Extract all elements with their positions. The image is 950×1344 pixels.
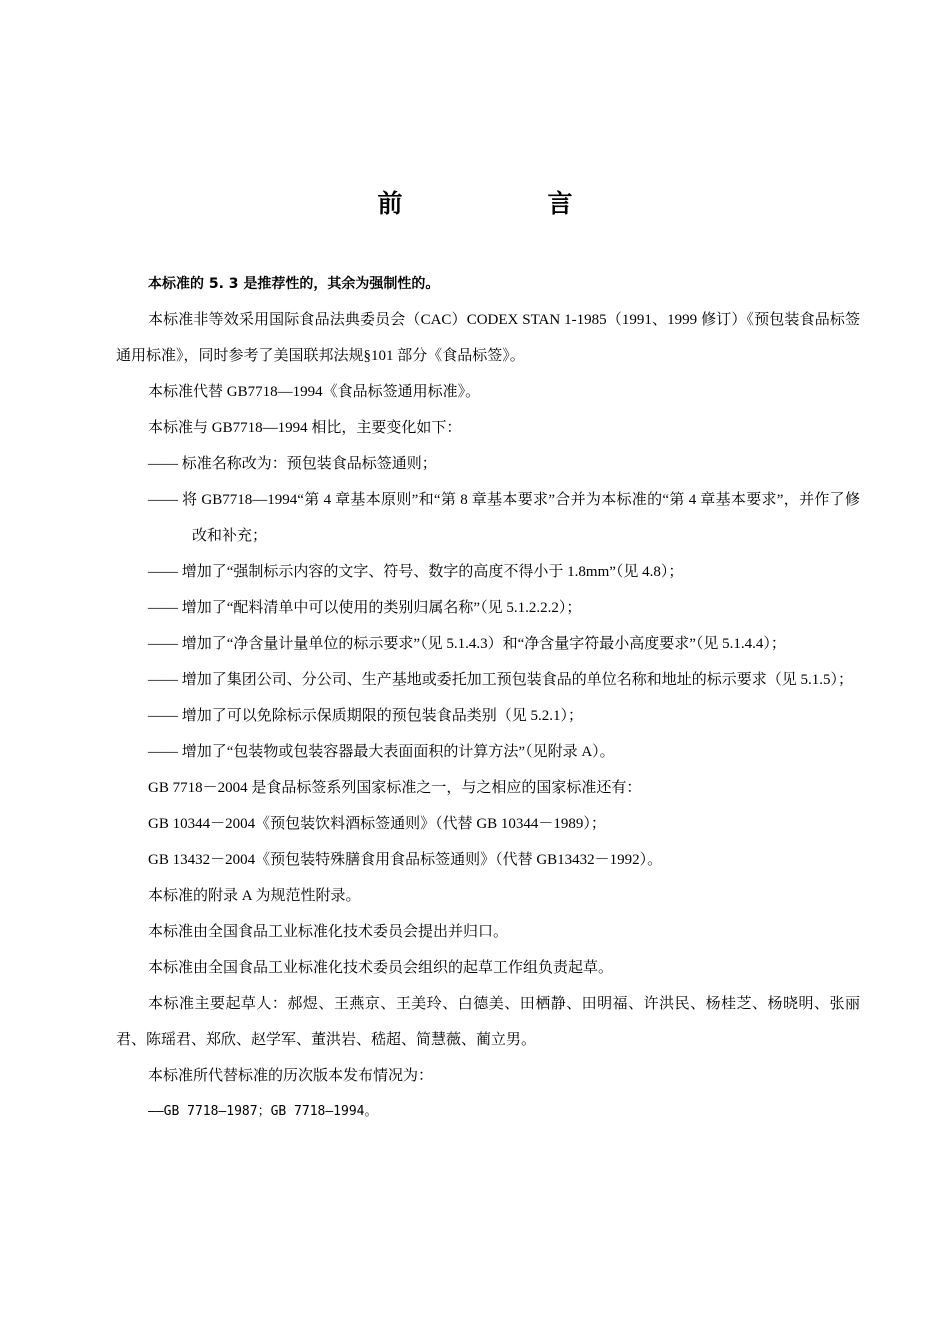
- paragraph-proposer: 本标准由全国食品工业标准化技术委员会提出并归口。: [148, 924, 509, 940]
- change-item: —— 增加了“强制标示内容的文字、符号、数字的高度不得小于 1.8mm”（见 4.8）；: [148, 564, 684, 580]
- change-item: —— 将 GB7718—1994“第 4 章基本原则”和“第 8 章基本要求”合并为本标准的“第 4 章基本要求”，并作了修改和补充；: [148, 492, 860, 544]
- change-item: —— 标准名称改为：预包装食品标签通则；: [148, 456, 437, 472]
- paragraph-related-standard: GB 13432－2004《预包装特殊膳食用食品标签通则》（代替 GB13432－1992）。: [148, 852, 663, 868]
- paragraph-equivalence: 本标准非等效采用国际食品法典委员会（CAC）CODEX STAN 1-1985（1991、1999 修订）《预包装食品标签通用标准》，同时参考了美国联邦法规§101 部分《食品标签》。: [116, 312, 860, 364]
- change-item: —— 增加了集团公司、分公司、生产基地或委托加工预包装食品的单位名称和地址的标示要求（见 5.1.5）；: [148, 672, 854, 688]
- paragraph-history: ——GB 7718—1987；GB 7718—1994。: [148, 1104, 378, 1119]
- change-item: —— 增加了可以免除标示保质期限的预包装食品类别（见 5.2.1）；: [148, 708, 584, 724]
- page-title: 前 言: [377, 189, 633, 218]
- paragraph-drafter: 本标准由全国食品工业标准化技术委员会组织的起草工作组负责起草。: [148, 960, 614, 976]
- paragraph-history-intro: 本标准所代替标准的历次版本发布情况为：: [148, 1068, 434, 1084]
- paragraph-series: GB 7718－2004 是食品标签系列国家标准之一，与之相应的国家标准还有：: [148, 780, 642, 796]
- paragraph-appendix: 本标准的附录 A 为规范性附录。: [148, 888, 361, 904]
- paragraph-mandatory-note: 本标准的 5. 3 是推荐性的，其余为强制性的。: [148, 276, 440, 292]
- change-item: —— 增加了“包装物或包装容器最大表面面积的计算方法”（见附录 A）。: [148, 744, 615, 760]
- change-item: —— 增加了“配料清单中可以使用的类别归属名称”（见 5.1.2.2.2）；: [148, 600, 582, 616]
- change-item: —— 增加了“净含量计量单位的标示要求”（见 5.1.4.3）和“净含量字符最小高度要求”（见 5.1.4.4）；: [148, 636, 786, 652]
- paragraph-changes-intro: 本标准与 GB7718—1994 相比，主要变化如下：: [148, 420, 462, 436]
- paragraph-related-standard: GB 10344－2004《预包装饮料酒标签通则》（代替 GB 10344－1989）；: [148, 816, 606, 832]
- paragraph-authors: 本标准主要起草人：郝煜、王燕京、王美玲、白德美、田栖静、田明福、许洪民、杨桂芝、杨晓明、张丽君、陈瑶君、郑欣、赵学军、董洪岩、嵇超、简慧薇、蔺立男。: [116, 996, 860, 1048]
- foreword-body: [116, 266, 860, 1130]
- paragraph-replaces: 本标准代替 GB7718—1994《食品标签通用标准》。: [148, 384, 481, 400]
